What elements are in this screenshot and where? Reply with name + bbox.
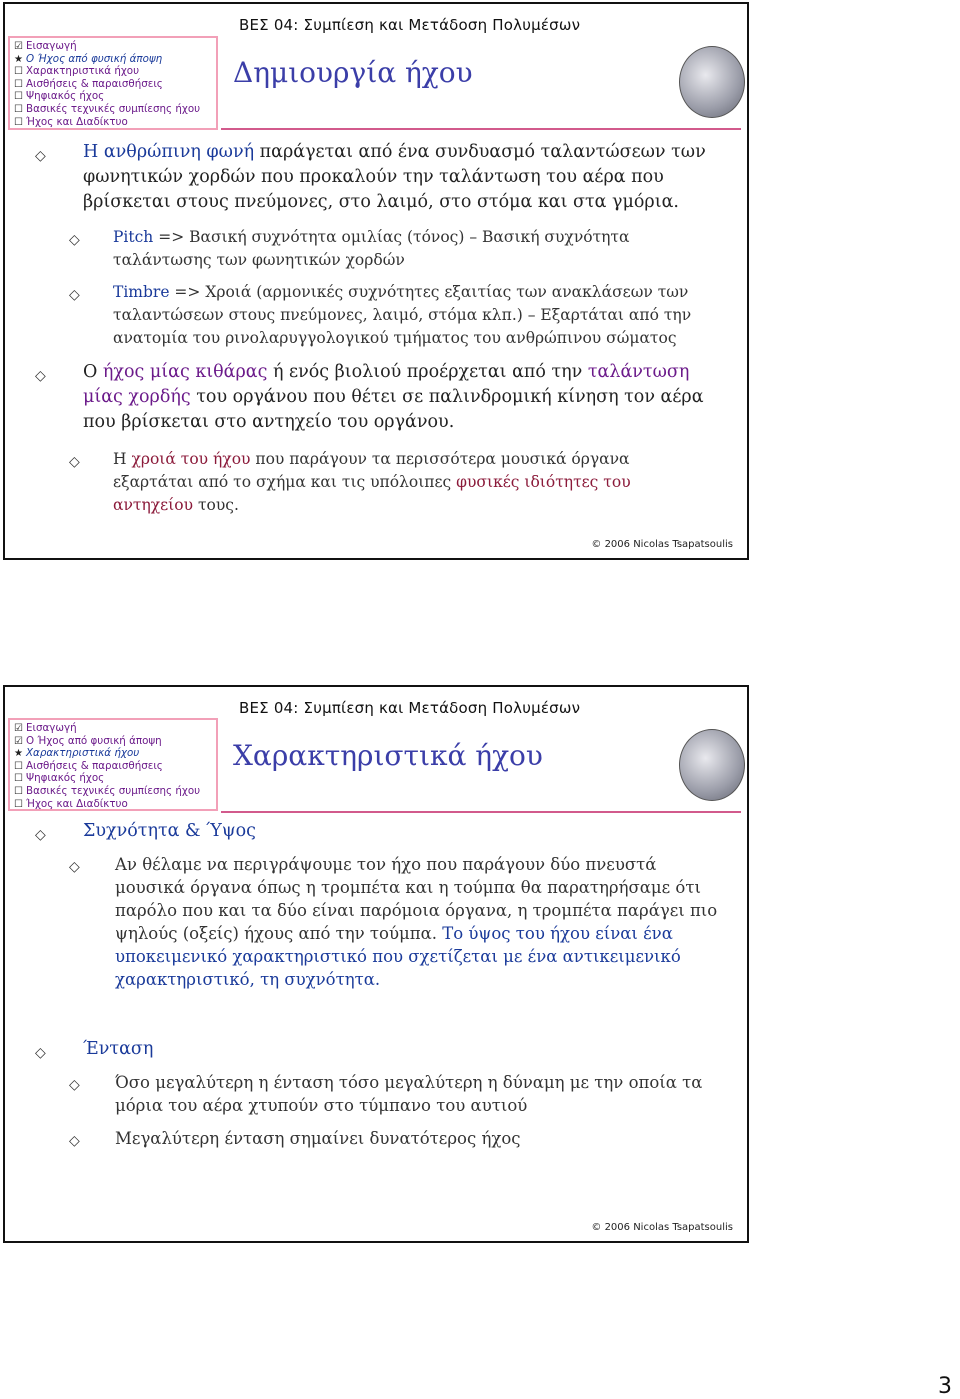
- nav-item-compression[interactable]: ☐ Βασικές τεχνικές συμπίεσης ήχου: [14, 784, 201, 797]
- empty-box-icon: ☐: [14, 116, 23, 128]
- nav-item-compression[interactable]: ☐ Βασικές τεχνικές συμπίεσης ήχου: [14, 102, 201, 115]
- heading-intensity: Ένταση: [83, 1039, 154, 1059]
- diamond-bullet-icon: ◇: [69, 1077, 80, 1093]
- star-icon: ★: [14, 748, 23, 760]
- nav-item-digital[interactable]: ☐ Ψηφιακός ήχος: [14, 772, 105, 785]
- topic-navigation: [8, 36, 218, 130]
- diamond-bullet-icon: ◇: [35, 1045, 46, 1061]
- checked-box-icon: ☑: [14, 41, 23, 52]
- empty-box-icon: ☐: [14, 78, 23, 90]
- nav-item-digital[interactable]: ☐ Ψηφιακός ήχος: [14, 90, 105, 103]
- coin-logo: [679, 46, 745, 118]
- diamond-bullet-icon: ◇: [35, 148, 46, 164]
- page-number: 3: [938, 1374, 952, 1399]
- star-icon: ★: [14, 53, 23, 65]
- empty-box-icon: ☐: [14, 66, 23, 78]
- nav-item-characteristics[interactable]: ☐ Χαρακτηριστικά ήχου: [14, 65, 140, 78]
- diamond-bullet-icon: ◇: [35, 827, 46, 843]
- coin-logo: [679, 729, 745, 801]
- course-title: ΒΕΣ 04: Συμπίεση και Μετάδοση Πολυμέσων: [239, 16, 581, 34]
- empty-box-icon: ☐: [14, 773, 23, 785]
- subitem-timbre: Timbre => Χροιά (αρμονικές συχνότητες εξαιτίας των ανακλάσεων των ταλαντώσεων στους πνεύμονες, λαιμό, στόμα κλπ.) – Εξαρτάται από την ανατομία του ρινολαρυγγολογικού τμήματος του ανθρώπινου σώματος: [113, 283, 692, 347]
- subitem-intensity-force: Όσο μεγαλύτερη η ένταση τόσο μεγαλύτερη η δύναμη με την οποία τα μόρια του αέρα χτυπούν στο τύμπανο του αυτιού: [115, 1073, 703, 1115]
- copyright: © 2006 Nicolas Tsapatsoulis: [591, 539, 733, 550]
- diamond-bullet-icon: ◇: [69, 232, 80, 248]
- nav-item-perception[interactable]: ☐ Αισθήσεις & παραισθήσεις: [14, 759, 163, 772]
- divider: [221, 811, 741, 813]
- empty-box-icon: ☐: [14, 785, 23, 797]
- diamond-bullet-icon: ◇: [35, 368, 46, 384]
- course-title: ΒΕΣ 04: Συμπίεση και Μετάδοση Πολυμέσων: [239, 699, 581, 717]
- copyright: © 2006 Nicolas Tsapatsoulis: [591, 1222, 733, 1233]
- nav-item-intro[interactable]: ☑ Εισαγωγή: [14, 40, 77, 52]
- checked-box-icon: ☑: [14, 735, 23, 747]
- slide-title: Χαρακτηριστικά ήχου: [233, 739, 543, 772]
- subitem-pitch-description: Αν θέλαμε να περιγράψουμε τον ήχο που παράγουν δύο πνευστά μουσικά όργανα όπως η τρομπέτα και η τούμπα θα παρατηρήσαμε ότι παρόλο που και τα δύο είναι παρόμοια όργανα, η τρομπέτα παράγει πιο ψηλούς (οξείς) ήχους από την τούμπα. Το ύψος του ήχου είναι ένα υποκειμενικό χαρακτηριστικό που σχετίζεται με ένα αντικειμενικό χαρακτηριστικό, τη συχνότητα.: [115, 855, 718, 989]
- paragraph-guitar: Ο ήχος μίας κιθάρας ή ενός βιολιού προέρχεται από την ταλάντωση μίας χορδής του οργάνου που θέτει σε παλινδρομική κίνηση τον αέρα που βρίσκεται στο αντηχείο του οργάνου.: [83, 362, 704, 432]
- diamond-bullet-icon: ◇: [69, 859, 80, 875]
- subitem-pitch: Pitch => Βασική συχνότητα ομιλίας (τόνος) – Βασική συχνότητα ταλάντωσης των φωνητικών χορδών: [113, 228, 630, 269]
- diamond-bullet-icon: ◇: [69, 454, 80, 470]
- paragraph-voice: Η ανθρώπινη φωνή παράγεται από ένα συνδυασμό ταλαντώσεων των φωνητικών χορδών που προκαλούν την ταλάντωση του αέρα που βρίσκεται στους πνεύμονες, στο λαιμό, στο στόμα και στα γμόρια.: [83, 142, 706, 212]
- nav-item-perception[interactable]: ☐ Αισθήσεις & παραισθήσεις: [14, 77, 163, 90]
- nav-item-internet[interactable]: ☐ Ήχος και Διαδίκτυο: [14, 797, 128, 810]
- subitem-timbre-instruments: Η χροιά του ήχου που παράγουν τα περισσότερα μουσικά όργανα εξαρτάται από το σχήμα και τις υπόλοιπες φυσικές ιδιότητες του αντηχείου τους.: [113, 450, 631, 514]
- empty-box-icon: ☐: [14, 91, 23, 103]
- slide-2: [3, 685, 749, 1243]
- nav-item-internet[interactable]: ☐ Ήχος και Διαδίκτυο: [14, 115, 128, 128]
- empty-box-icon: ☐: [14, 103, 23, 115]
- nav-item-physics[interactable]: ★ Ο Ήχος από φυσική άποψη: [14, 52, 163, 65]
- subitem-intensity-loudness: Μεγαλύτερη ένταση σημαίνει δυνατότερος ήχος: [115, 1129, 521, 1148]
- nav-item-characteristics[interactable]: ★ Χαρακτηριστικά ήχου: [14, 747, 140, 760]
- divider: [221, 128, 741, 130]
- nav-item-physics[interactable]: ☑ Ο Ήχος από φυσική άποψη: [14, 734, 162, 747]
- empty-box-icon: ☐: [14, 760, 23, 772]
- slide-1: [3, 2, 749, 560]
- diamond-bullet-icon: ◇: [69, 1133, 80, 1149]
- empty-box-icon: ☐: [14, 798, 23, 810]
- checked-box-icon: ☑: [14, 723, 23, 734]
- nav-item-intro[interactable]: ☑ Εισαγωγή: [14, 722, 77, 734]
- heading-frequency: Συχνότητα & Ύψος: [83, 821, 256, 841]
- slide-title: Δημιουργία ήχου: [233, 56, 473, 89]
- topic-navigation: [8, 718, 218, 811]
- diamond-bullet-icon: ◇: [69, 287, 80, 303]
